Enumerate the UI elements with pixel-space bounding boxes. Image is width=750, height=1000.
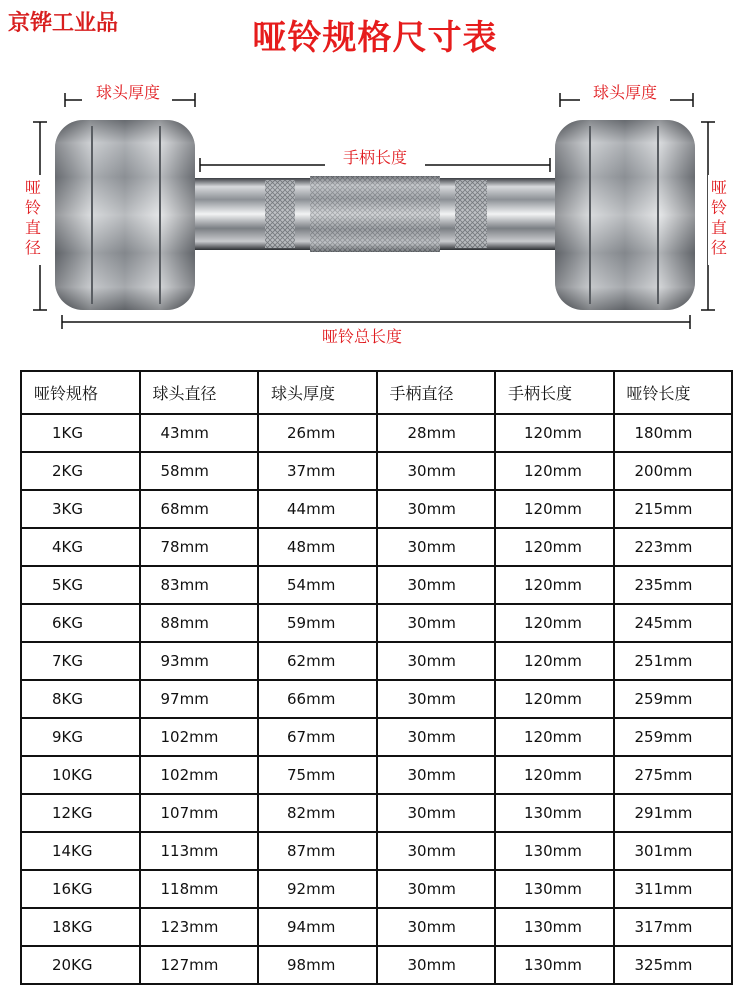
table-cell: 235mm bbox=[614, 566, 733, 604]
brand-logo-text: 京铧工业品 bbox=[8, 11, 119, 36]
table-cell: 30mm bbox=[377, 452, 496, 490]
table-cell: 30mm bbox=[377, 566, 496, 604]
table-row bbox=[21, 718, 732, 756]
table-cell: 3KG bbox=[21, 490, 140, 528]
table-cell: 130mm bbox=[495, 832, 614, 870]
table-cell: 30mm bbox=[377, 832, 496, 870]
table-cell: 30mm bbox=[377, 680, 496, 718]
table-cell: 301mm bbox=[614, 832, 733, 870]
table-row bbox=[21, 946, 732, 984]
table-cell: 251mm bbox=[614, 642, 733, 680]
table-cell: 30mm bbox=[377, 946, 496, 984]
table-cell: 223mm bbox=[614, 528, 733, 566]
header-total-length: 哑铃长度 bbox=[614, 371, 733, 414]
table-cell: 30mm bbox=[377, 908, 496, 946]
table-row bbox=[21, 832, 732, 870]
table-cell: 123mm bbox=[140, 908, 259, 946]
table-cell: 130mm bbox=[495, 946, 614, 984]
table-cell: 291mm bbox=[614, 794, 733, 832]
table-cell: 259mm bbox=[614, 680, 733, 718]
table-cell: 120mm bbox=[495, 680, 614, 718]
table-cell: 118mm bbox=[140, 870, 259, 908]
head-diameter-label-left-4: 径 bbox=[24, 238, 42, 257]
table-cell: 30mm bbox=[377, 794, 496, 832]
table-cell: 28mm bbox=[377, 414, 496, 452]
header-spec: 哑铃规格 bbox=[21, 371, 140, 414]
table-cell: 1KG bbox=[21, 414, 140, 452]
table-cell: 94mm bbox=[258, 908, 377, 946]
table-cell: 30mm bbox=[377, 718, 496, 756]
table-cell: 113mm bbox=[140, 832, 259, 870]
table-cell: 120mm bbox=[495, 604, 614, 642]
table-cell: 215mm bbox=[614, 490, 733, 528]
table-cell: 120mm bbox=[495, 756, 614, 794]
table-cell: 30mm bbox=[377, 490, 496, 528]
table-cell: 8KG bbox=[21, 680, 140, 718]
head-diameter-label-right-1: 哑 bbox=[710, 178, 728, 197]
head-diameter-label-right-3: 直 bbox=[710, 218, 728, 237]
table-cell: 325mm bbox=[614, 946, 733, 984]
table-cell: 6KG bbox=[21, 604, 140, 642]
header-handle-diameter: 手柄直径 bbox=[377, 371, 496, 414]
table-cell: 92mm bbox=[258, 870, 377, 908]
table-row bbox=[21, 490, 732, 528]
total-length-label: 哑铃总长度 bbox=[321, 327, 403, 346]
table-cell: 245mm bbox=[614, 604, 733, 642]
handle-length-label: 手柄长度 bbox=[342, 148, 408, 167]
table-cell: 44mm bbox=[258, 490, 377, 528]
table-row bbox=[21, 604, 732, 642]
knurl-grip-right bbox=[455, 180, 487, 248]
table-cell: 87mm bbox=[258, 832, 377, 870]
table-cell: 120mm bbox=[495, 528, 614, 566]
table-cell: 120mm bbox=[495, 490, 614, 528]
table-row bbox=[21, 566, 732, 604]
header-handle-length: 手柄长度 bbox=[495, 371, 614, 414]
dumbbell-diagram bbox=[0, 60, 750, 360]
table-row bbox=[21, 452, 732, 490]
table-cell: 9KG bbox=[21, 718, 140, 756]
table-cell: 2KG bbox=[21, 452, 140, 490]
table-row bbox=[21, 642, 732, 680]
table-row bbox=[21, 680, 732, 718]
table-cell: 75mm bbox=[258, 756, 377, 794]
table-cell: 120mm bbox=[495, 452, 614, 490]
table-cell: 259mm bbox=[614, 718, 733, 756]
knurl-grip-left bbox=[265, 180, 295, 248]
table-cell: 62mm bbox=[258, 642, 377, 680]
table-cell: 16KG bbox=[21, 870, 140, 908]
table-cell: 37mm bbox=[258, 452, 377, 490]
table-cell: 5KG bbox=[21, 566, 140, 604]
head-diameter-label-right-2: 铃 bbox=[710, 198, 728, 217]
table-cell: 30mm bbox=[377, 528, 496, 566]
table-cell: 311mm bbox=[614, 870, 733, 908]
table-row bbox=[21, 528, 732, 566]
table-row bbox=[21, 794, 732, 832]
header-head-thickness: 球头厚度 bbox=[258, 371, 377, 414]
head-diameter-label-right-4: 径 bbox=[710, 238, 728, 257]
table-cell: 4KG bbox=[21, 528, 140, 566]
table-cell: 82mm bbox=[258, 794, 377, 832]
table-cell: 30mm bbox=[377, 604, 496, 642]
table-row bbox=[21, 908, 732, 946]
table-cell: 67mm bbox=[258, 718, 377, 756]
table-header-row bbox=[21, 371, 732, 414]
dumbbell-illustration bbox=[0, 60, 750, 360]
table-cell: 30mm bbox=[377, 642, 496, 680]
table-cell: 107mm bbox=[140, 794, 259, 832]
table-cell: 120mm bbox=[495, 718, 614, 756]
table-cell: 102mm bbox=[140, 718, 259, 756]
table-row bbox=[21, 414, 732, 452]
table-cell: 43mm bbox=[140, 414, 259, 452]
table-cell: 48mm bbox=[258, 528, 377, 566]
table-body bbox=[21, 414, 732, 984]
table-cell: 130mm bbox=[495, 794, 614, 832]
table-cell: 30mm bbox=[377, 756, 496, 794]
table-cell: 88mm bbox=[140, 604, 259, 642]
table-row bbox=[21, 870, 732, 908]
table-cell: 26mm bbox=[258, 414, 377, 452]
head-thickness-label-right: 球头厚度 bbox=[592, 83, 658, 102]
table-cell: 58mm bbox=[140, 452, 259, 490]
table-cell: 18KG bbox=[21, 908, 140, 946]
head-diameter-label-left-3: 直 bbox=[24, 218, 42, 237]
table-cell: 10KG bbox=[21, 756, 140, 794]
table-cell: 30mm bbox=[377, 870, 496, 908]
spec-table bbox=[20, 370, 733, 985]
table-cell: 68mm bbox=[140, 490, 259, 528]
table-cell: 97mm bbox=[140, 680, 259, 718]
head-diameter-label-left-1: 哑 bbox=[24, 178, 42, 197]
table-cell: 98mm bbox=[258, 946, 377, 984]
table-cell: 200mm bbox=[614, 452, 733, 490]
table-cell: 102mm bbox=[140, 756, 259, 794]
header-head-diameter: 球头直径 bbox=[140, 371, 259, 414]
head-diameter-label-left-2: 铃 bbox=[24, 198, 42, 217]
table-cell: 317mm bbox=[614, 908, 733, 946]
table-cell: 180mm bbox=[614, 414, 733, 452]
table-row bbox=[21, 756, 732, 794]
head-thickness-label-left: 球头厚度 bbox=[95, 83, 161, 102]
table-cell: 66mm bbox=[258, 680, 377, 718]
table-cell: 78mm bbox=[140, 528, 259, 566]
table-cell: 12KG bbox=[21, 794, 140, 832]
table-cell: 93mm bbox=[140, 642, 259, 680]
table-cell: 20KG bbox=[21, 946, 140, 984]
table-cell: 14KG bbox=[21, 832, 140, 870]
page-title: 哑铃规格尺寸表 bbox=[252, 18, 498, 58]
table-cell: 54mm bbox=[258, 566, 377, 604]
table-cell: 120mm bbox=[495, 566, 614, 604]
table-cell: 120mm bbox=[495, 642, 614, 680]
table-cell: 130mm bbox=[495, 908, 614, 946]
table-cell: 59mm bbox=[258, 604, 377, 642]
table-cell: 275mm bbox=[614, 756, 733, 794]
table-cell: 130mm bbox=[495, 870, 614, 908]
handle-knurling bbox=[310, 176, 440, 252]
table-cell: 83mm bbox=[140, 566, 259, 604]
table-cell: 7KG bbox=[21, 642, 140, 680]
table-cell: 120mm bbox=[495, 414, 614, 452]
table-cell: 127mm bbox=[140, 946, 259, 984]
